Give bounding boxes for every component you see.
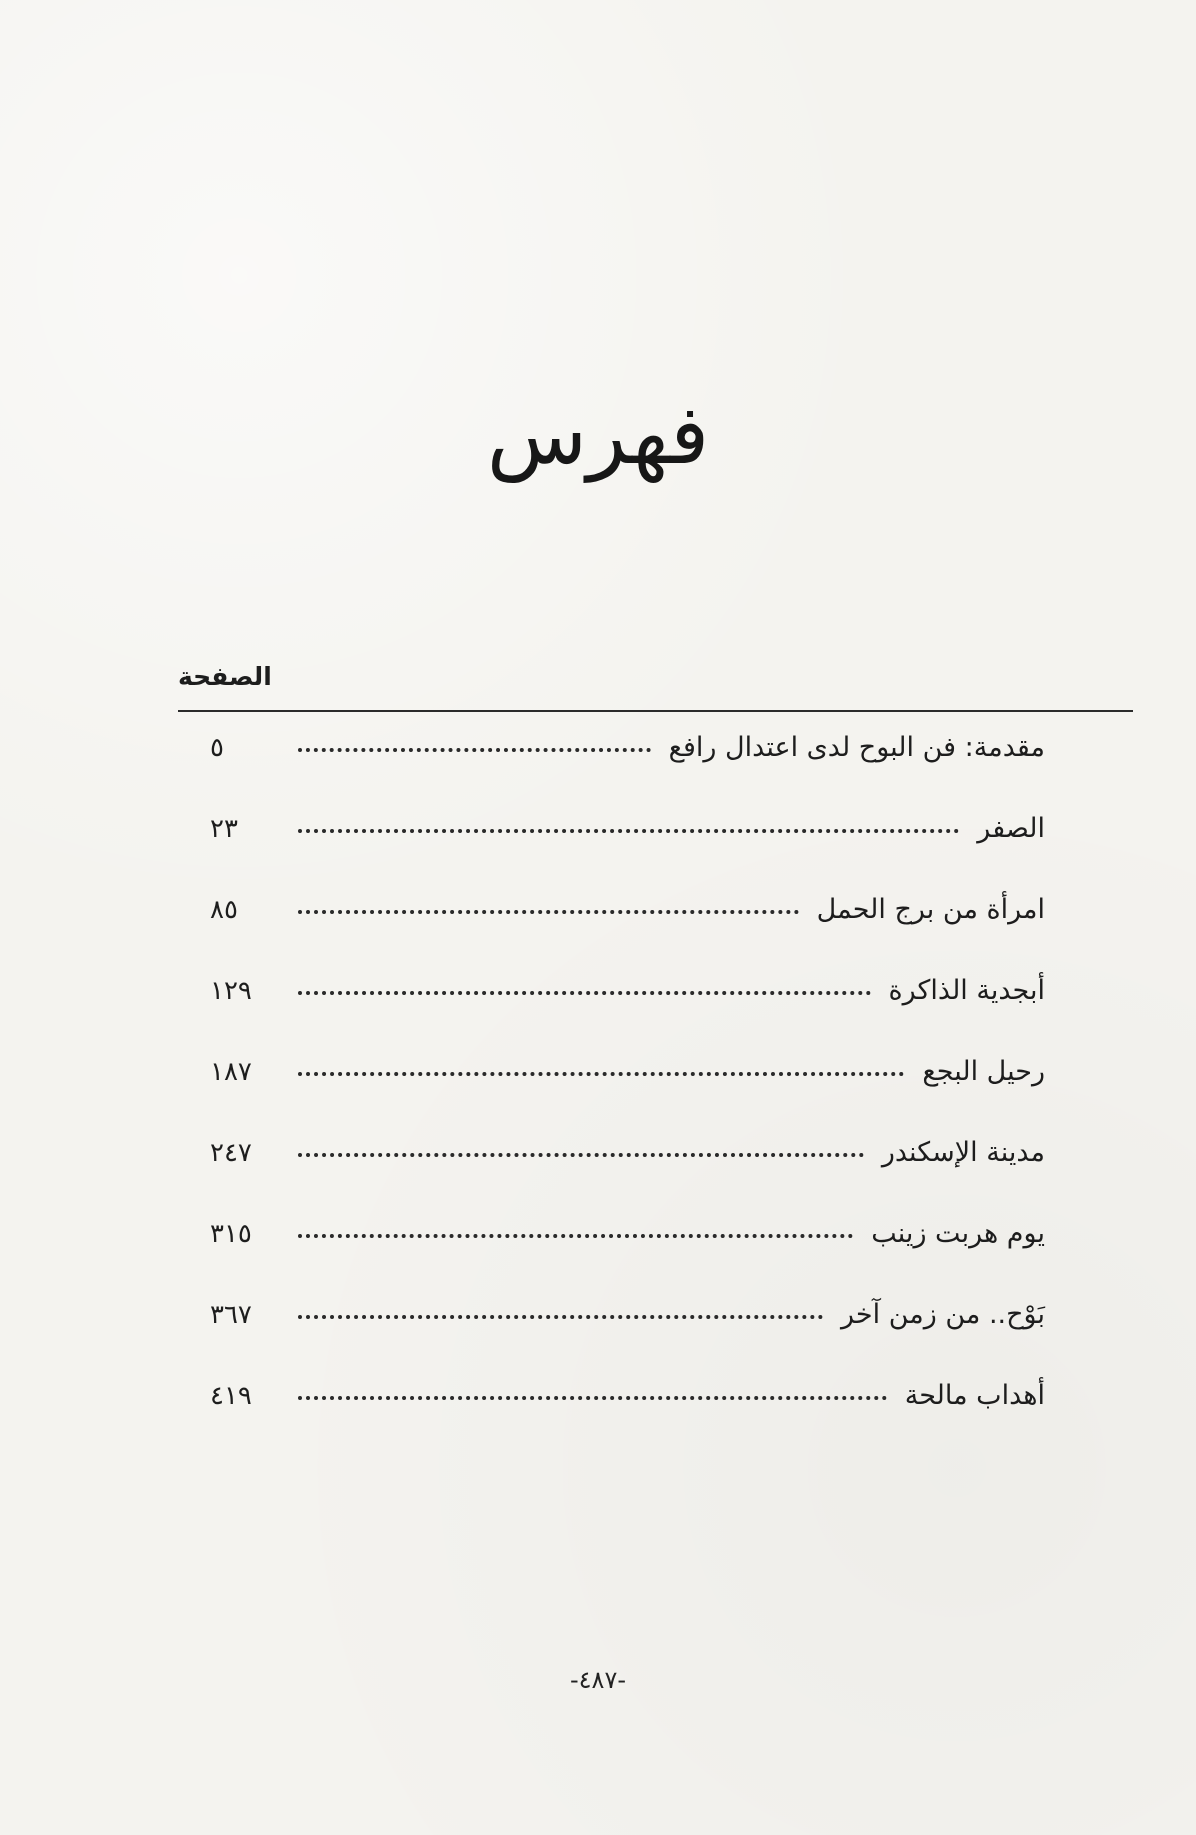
toc-entry-title: مدينة الإسكندر <box>881 1137 1045 1168</box>
dot-leader <box>298 1234 853 1238</box>
table-of-contents <box>210 732 1045 1461</box>
toc-entry <box>210 894 1045 975</box>
page-column-label: الصفحة <box>178 662 272 691</box>
toc-entry-page: ١٨٧ <box>210 1057 252 1087</box>
toc-entry-title: يوم هربت زينب <box>871 1218 1045 1249</box>
toc-entry-title: بَوْح.. من زمن آخر <box>841 1299 1045 1330</box>
toc-header-row <box>178 660 1133 712</box>
toc-entry-title: الصفر <box>977 813 1045 844</box>
toc-entry-title: أهداب مالحة <box>904 1380 1045 1411</box>
toc-entry <box>210 1137 1045 1218</box>
dot-leader <box>298 829 959 833</box>
toc-entry-page: ١٢٩ <box>210 976 252 1006</box>
toc-entry-page: ٢٣ <box>210 814 238 844</box>
dot-leader <box>298 1396 887 1400</box>
toc-entry-title: أبجدية الذاكرة <box>888 975 1045 1006</box>
page-number: -٤٨٧- <box>569 1666 626 1694</box>
toc-entry-page: ٥ <box>210 733 224 763</box>
toc-entry-title: امرأة من برج الحمل <box>816 894 1045 925</box>
page-title: فهرس <box>486 388 710 483</box>
toc-entry-page: ٨٥ <box>210 895 238 925</box>
dot-leader <box>298 1072 904 1076</box>
dot-leader <box>298 1315 823 1319</box>
toc-entry <box>210 1056 1045 1137</box>
dot-leader <box>298 910 799 914</box>
toc-entry <box>210 1299 1045 1380</box>
toc-entry-title: مقدمة: فن البوح لدى اعتدال رافع <box>668 732 1045 763</box>
toc-entry <box>210 1218 1045 1299</box>
dot-leader <box>298 748 651 752</box>
toc-entry <box>210 1380 1045 1461</box>
toc-entry-page: ٤١٩ <box>210 1381 252 1411</box>
dot-leader <box>298 1153 864 1157</box>
toc-entry <box>210 813 1045 894</box>
toc-entry <box>210 975 1045 1056</box>
toc-entry-title: رحيل البجع <box>922 1056 1045 1087</box>
toc-entry-page: ٢٤٧ <box>210 1138 252 1168</box>
toc-entry-page: ٣٦٧ <box>210 1300 252 1330</box>
dot-leader <box>298 991 871 995</box>
toc-entry <box>210 732 1045 813</box>
toc-entry-page: ٣١٥ <box>210 1219 252 1249</box>
